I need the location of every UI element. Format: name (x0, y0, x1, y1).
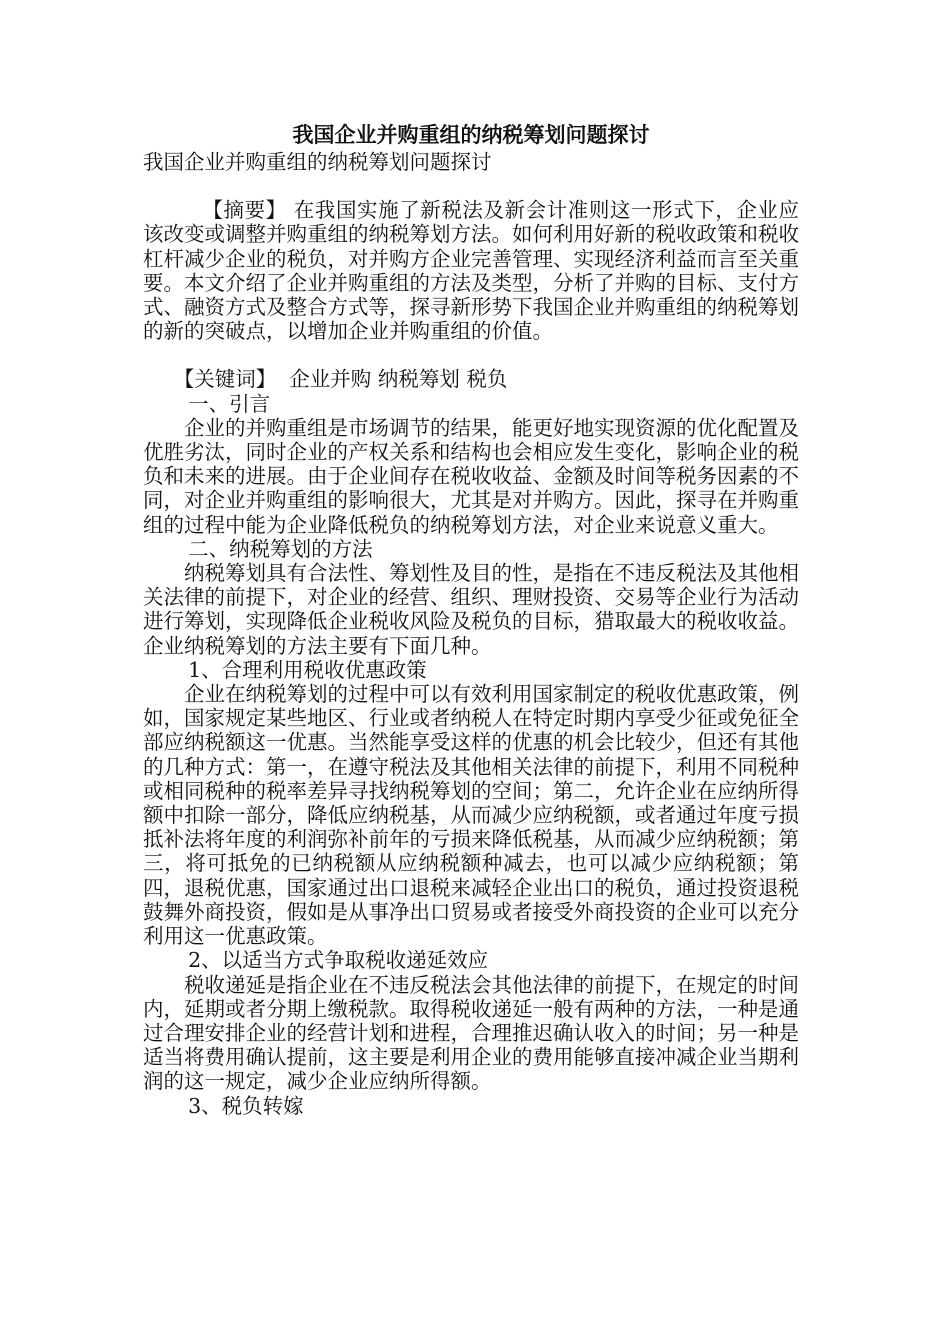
document-subtitle: 我国企业并购重组的纳税筹划问题探讨 (143, 150, 492, 174)
subsection-paragraph-tax-incentives: 企业在纳税筹划的过程中可以有效利用国家制定的税收优惠政策，例如，国家规定某些地区、行业或者纳税人在特定时期内享受少征或免征全部应纳税额这一优惠。当然能享受这样的优惠的机会比较少，但还有其他的几种方式：第一，在遵守税法及其他相关法律的前提下，利用不同税种或相同税种的税率差异寻找纳税筹划的空间；第二，允许企业在应纳所得额中扣除一部分，降低应纳税基，从而减少应纳税额，或者通过年度亏损抵补法将年度的利润弥补前年的亏损来降低税基，从而减少应纳税额；第三，将可抵免的已纳税额从应纳税额种减去，也可以减少应纳税额；第四，退税优惠，国家通过出口退税来减轻企业出口的税负，通过投资退税鼓舞外商投资，假如是从事净出口贸易或者接受外商投资的企业可以充分利用这一优惠政策。 (143, 682, 799, 949)
abstract-text: 在我国实施了新税法及新会计准则这一形式下，企业应该改变或调整并购重组的纳税筹划方法。如何利用好新的税收政策和税收杠杆减少企业的税负，对并购方企业完善管理、实现经济利益而言至关重要。本文介绍了企业并购重组的方法及类型，分析了并购的目标、支付方式、融资方式及整合方式等，探寻新形势下我国企业并购重组的纳税筹划的新的突破点，以增加企业并购重组的价值。 (143, 198, 799, 344)
document-title: 我国企业并购重组的纳税筹划问题探讨 (292, 123, 650, 147)
subsection-heading-tax-incentives: 1、合理利用税收优惠政策 (188, 657, 427, 682)
subsection-heading-tax-shifting: 3、税负转嫁 (188, 1093, 304, 1118)
abstract-label: 【摘要】 (202, 198, 287, 223)
subsection-paragraph-tax-deferral: 税收递延是指企业在不违反税法会其他法律的前提下，在规定的时间内，延期或者分期上缴税款。取得税收递延一般有两种的方法，一种是通过合理安排企业的经营计划和进程，合理推迟确认收入的时间；另一种是适当将费用确认提前，这主要是利用企业的费用能够直接冲减企业当期利润的这一规定，减少企业应纳所得额。 (143, 972, 799, 1094)
section-heading-methods: 二、纳税筹划的方法 (188, 536, 373, 561)
section-paragraph-introduction: 企业的并购重组是市场调节的结果，能更好地实现资源的优化配置及优胜劣汰，同时企业的产权关系和结构也会相应发生变化，影响企业的税负和未来的进展。由于企业间存在税收收益、金额及时间等税务因素的不同，对企业并购重组的影响很大，尤其是对并购方。因此，探寻在并购重组的过程中能为企业降低税负的纳税筹划方法，对企业来说意义重大。 (143, 415, 799, 537)
section-paragraph-methods: 纳税筹划具有合法性、筹划性及目的性，是指在不违反税法及其他相关法律的前提下，对企业的经营、组织、理财投资、交易等企业行为活动进行筹划，实现降低企业税收风险及税负的目标，猎取最大的税收收益。企业纳税筹划的方法主要有下面几种。 (143, 561, 799, 658)
keywords-text: 企业并购 纳税筹划 税负 (289, 367, 508, 392)
document-body (143, 122, 799, 1118)
subsection-heading-tax-deferral: 2、以适当方式争取税收递延效应 (188, 948, 489, 973)
keywords-line (143, 367, 799, 391)
section-heading-introduction: 一、引言 (188, 391, 271, 416)
abstract-paragraph (143, 198, 799, 343)
keywords-label: 【关键词】 (173, 367, 277, 392)
